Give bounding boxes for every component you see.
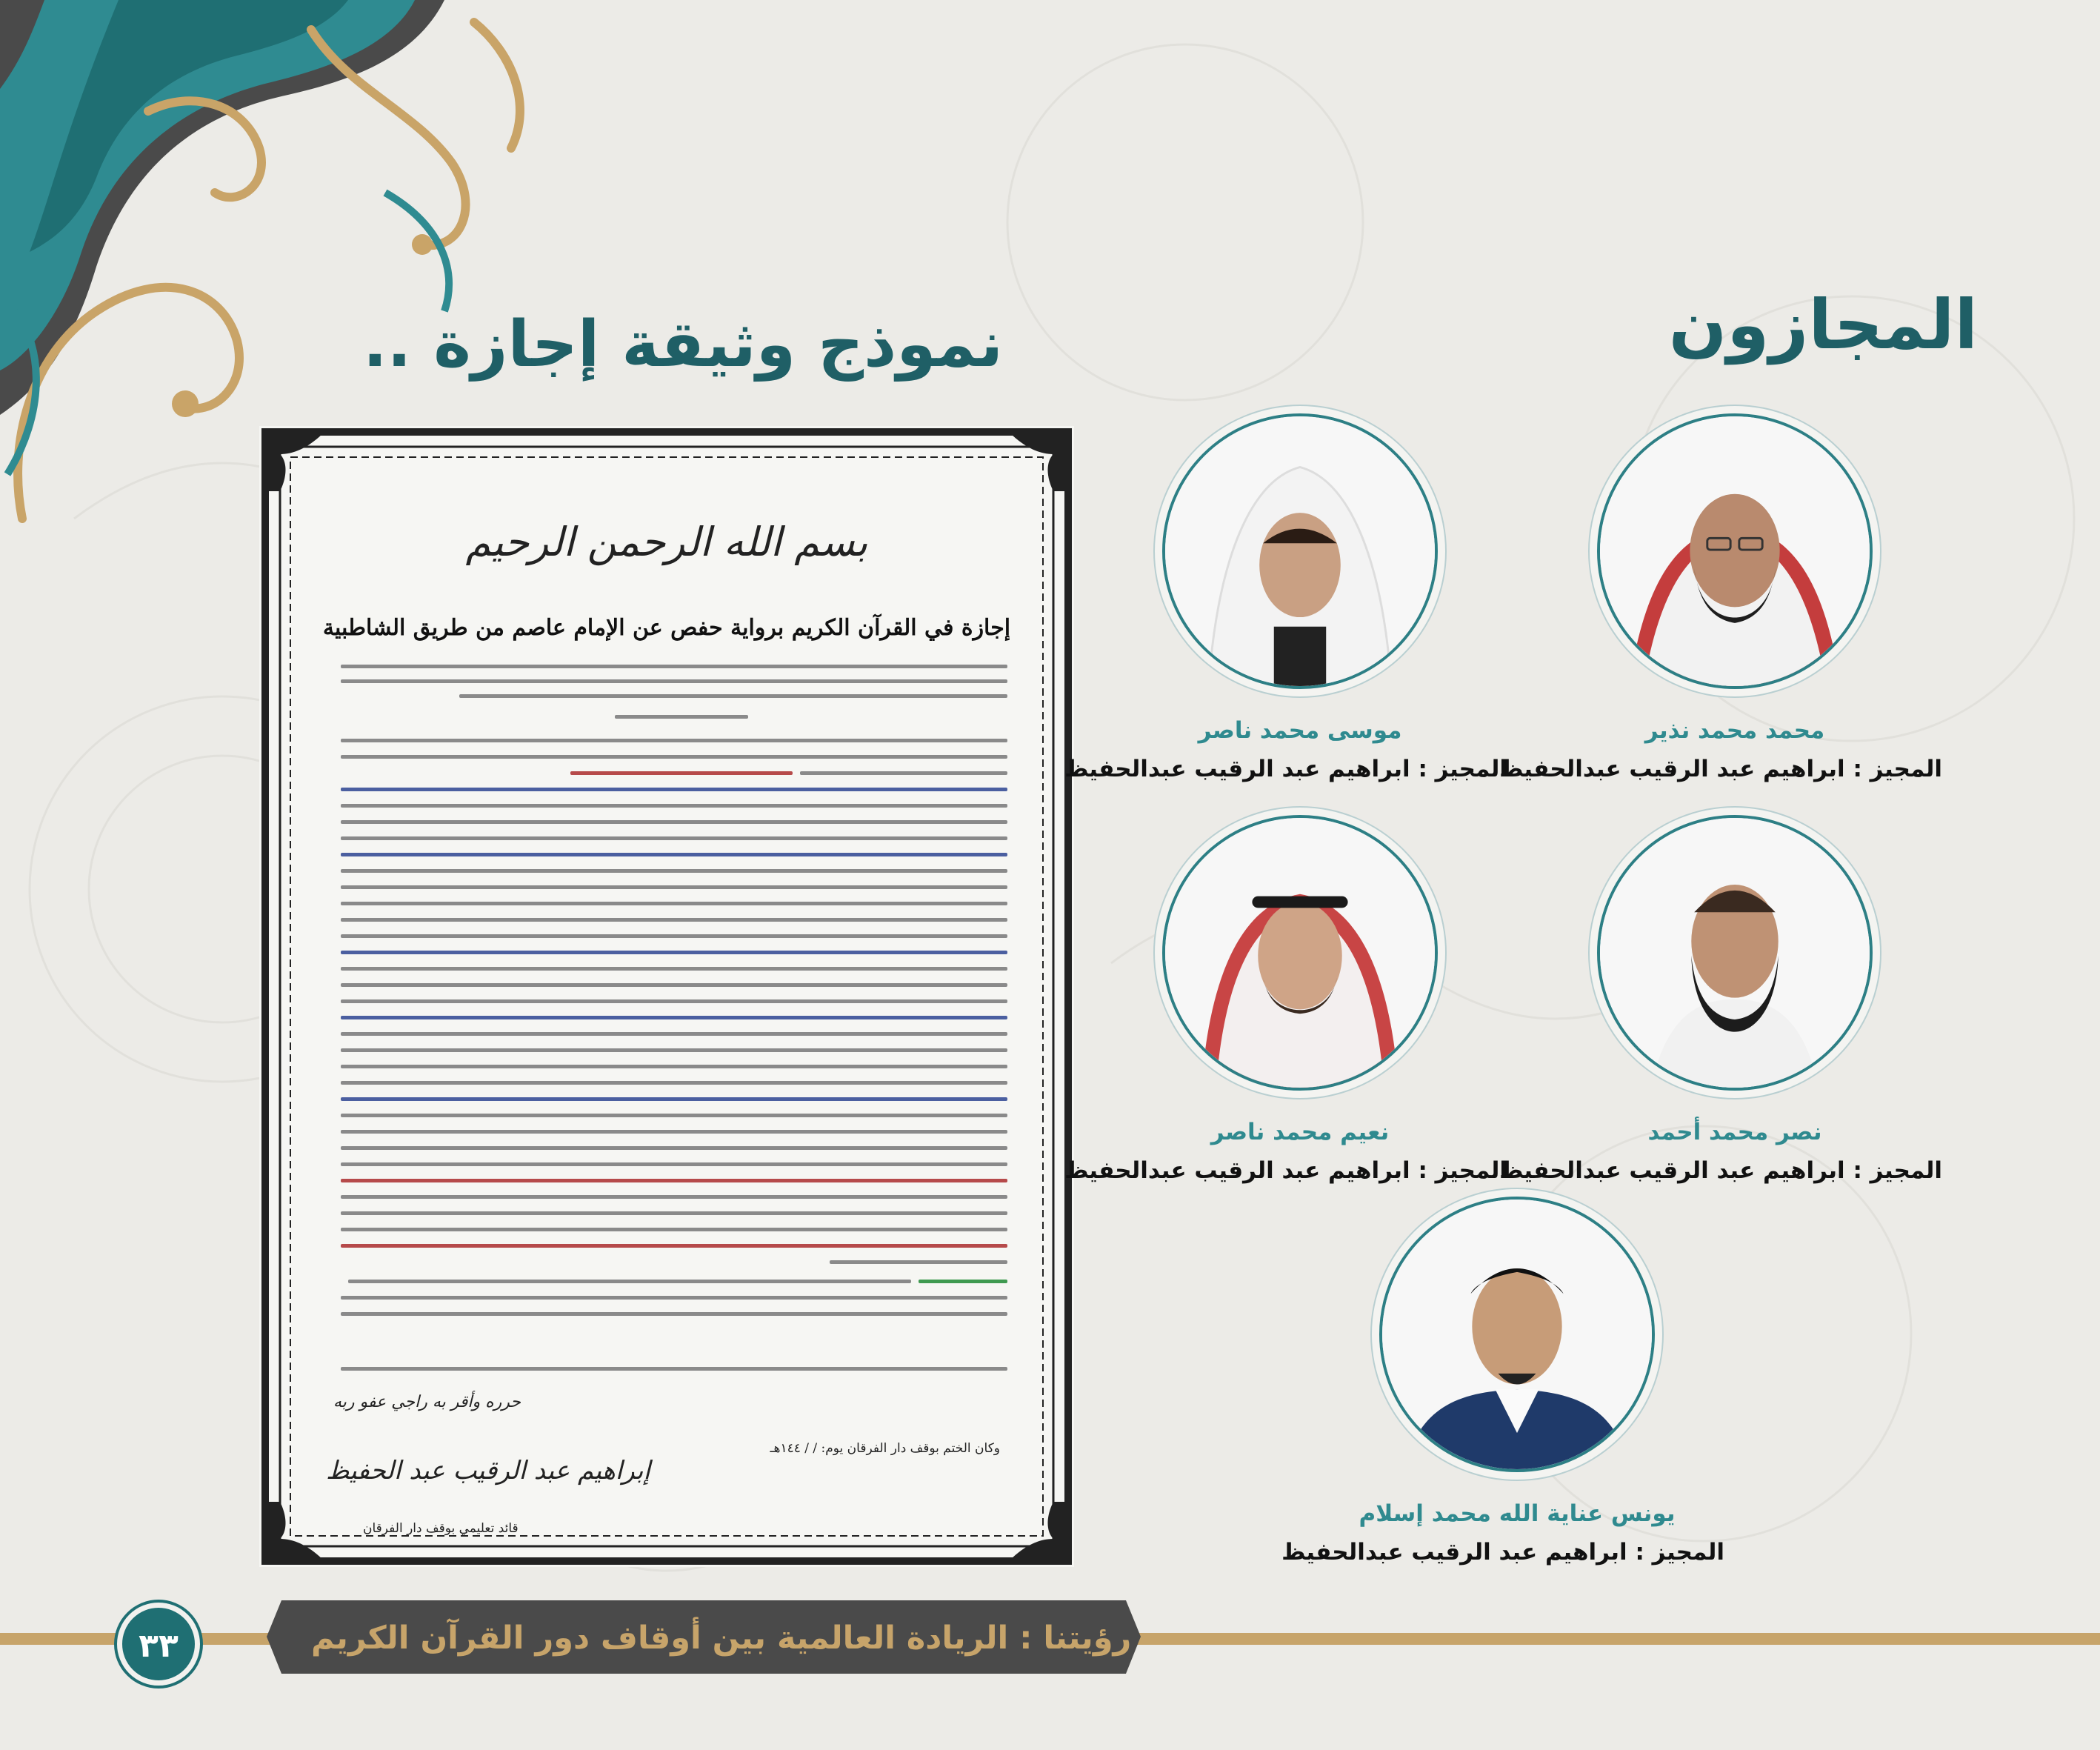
signature-role: قائد تعليمي بوقف دار الفرقان	[363, 1521, 519, 1536]
grantee-card	[1064, 413, 1507, 828]
grantee-name: موسى محمد ناصر	[1198, 717, 1402, 744]
grantee-grantor: المجيز : ابراهيم عبد الرقيب عبدالحفيظ	[1064, 756, 1507, 782]
certificate-document	[259, 426, 1074, 1567]
grantee-grantor: المجيز : ابراهيم عبد الرقيب عبدالحفيظ	[1499, 1157, 1942, 1184]
handwritten-signature: إبراهيم عبد الرقيب عبد الحفيظ	[326, 1456, 650, 1485]
certificate-date-line: وكان الختم بوقف دار الفرقان يوم: / / ١٤٤هـ	[770, 1441, 1000, 1456]
signature-title: حرره وأقر به راجي عفو ربه	[333, 1393, 521, 1411]
grantee-card	[1499, 413, 1942, 828]
certificate-sample-title: نموذج وثيقة إجازة ..	[363, 307, 1004, 382]
page-number: ٣٣	[117, 1603, 200, 1686]
grantee-card	[1281, 1197, 1724, 1611]
grantee-name: نصر محمد أحمد	[1647, 1119, 1822, 1145]
basmala-calligraphy: بسم الله الرحمن الرحيم	[465, 519, 868, 565]
grantee-name: يونس عناية الله محمد إسلام	[1359, 1500, 1676, 1527]
grantee-grantor: المجيز : ابراهيم عبد الرقيب عبدالحفيظ	[1281, 1539, 1724, 1566]
grantee-photo	[1597, 815, 1873, 1091]
grantee-photo	[1597, 413, 1873, 689]
grantee-grantor: المجيز : ابراهيم عبد الرقيب عبدالحفيظ	[1499, 756, 1942, 782]
grantee-name: محمد محمد نذير	[1644, 717, 1825, 744]
grantee-card	[1499, 815, 1942, 1230]
certificate-heading: إجازة في القرآن الكريم برواية حفص عن الإمام عاصم من طريق الشاطبية	[322, 615, 1011, 641]
grantee-grantor: المجيز : ابراهيم عبد الرقيب عبدالحفيظ	[1064, 1157, 1507, 1184]
grantee-photo	[1379, 1197, 1655, 1472]
grantees-title: المجازون	[1668, 285, 1978, 365]
grantee-photo	[1162, 815, 1438, 1091]
footer-slogan: رؤيتنا : الريادة العالمية بين أوقاف دور القرآن الكريم	[311, 1620, 1132, 1657]
grantee-photo	[1162, 413, 1438, 689]
grantee-name: نعيم محمد ناصر	[1210, 1119, 1390, 1145]
grantee-card	[1064, 815, 1507, 1230]
